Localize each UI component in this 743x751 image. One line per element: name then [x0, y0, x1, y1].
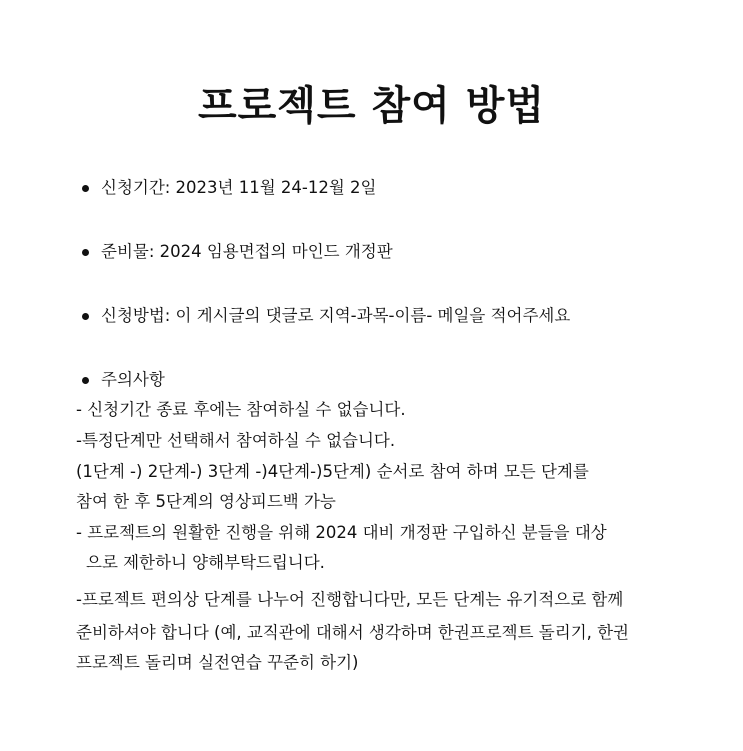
note-line: -프로젝트 편의상 단계를 나누어 진행합니다만, 모든 단계는 유기적으로 함께 [76, 590, 624, 609]
bullet-text: 준비물: 2024 임용면접의 마인드 개정판 [101, 242, 393, 261]
bullet-text: 신청방법: 이 게시글의 댓글로 지역-과목-이름- 메일을 적어주세요 [101, 306, 571, 325]
bullet-dot-icon [82, 185, 89, 192]
note-line: - 신청기간 종료 후에는 참여하실 수 없습니다. [76, 400, 406, 419]
note-line: - 프로젝트의 원활한 진행을 위해 2024 대비 개정판 구입하신 분들을 대상 [76, 523, 607, 542]
note-line: 참여 한 후 5단계의 영상피드백 가능 [76, 492, 336, 511]
bullet-cautions [78, 368, 165, 392]
note-line: -특정단계만 선택해서 참여하실 수 없습니다. [76, 431, 396, 450]
bullet-dot-icon [82, 313, 89, 320]
note-line: 준비하셔야 합니다 (예, 교직관에 대해서 생각하며 한권프로젝트 돌리기, 한권 [76, 623, 629, 642]
bullet-materials [78, 240, 393, 264]
bullet-text: 신청기간: 2023년 11월 24-12월 2일 [101, 178, 377, 197]
bullet-application-method [78, 304, 570, 328]
note-line: (1단계 -) 2단계-) 3단계 -)4단계-)5단계) 순서로 참여 하며 모든 단계를 [76, 462, 589, 481]
bullet-dot-icon [82, 377, 89, 384]
note-line: 으로 제한하니 양해부탁드립니다. [86, 553, 325, 572]
bullet-text: 주의사항 [101, 370, 165, 389]
note-line: 프로젝트 돌리며 실전연습 꾸준히 하기) [76, 653, 359, 672]
bullet-application-period [78, 176, 376, 200]
page-title: 프로젝트 참여 방법 [198, 83, 545, 129]
bullet-dot-icon [82, 249, 89, 256]
